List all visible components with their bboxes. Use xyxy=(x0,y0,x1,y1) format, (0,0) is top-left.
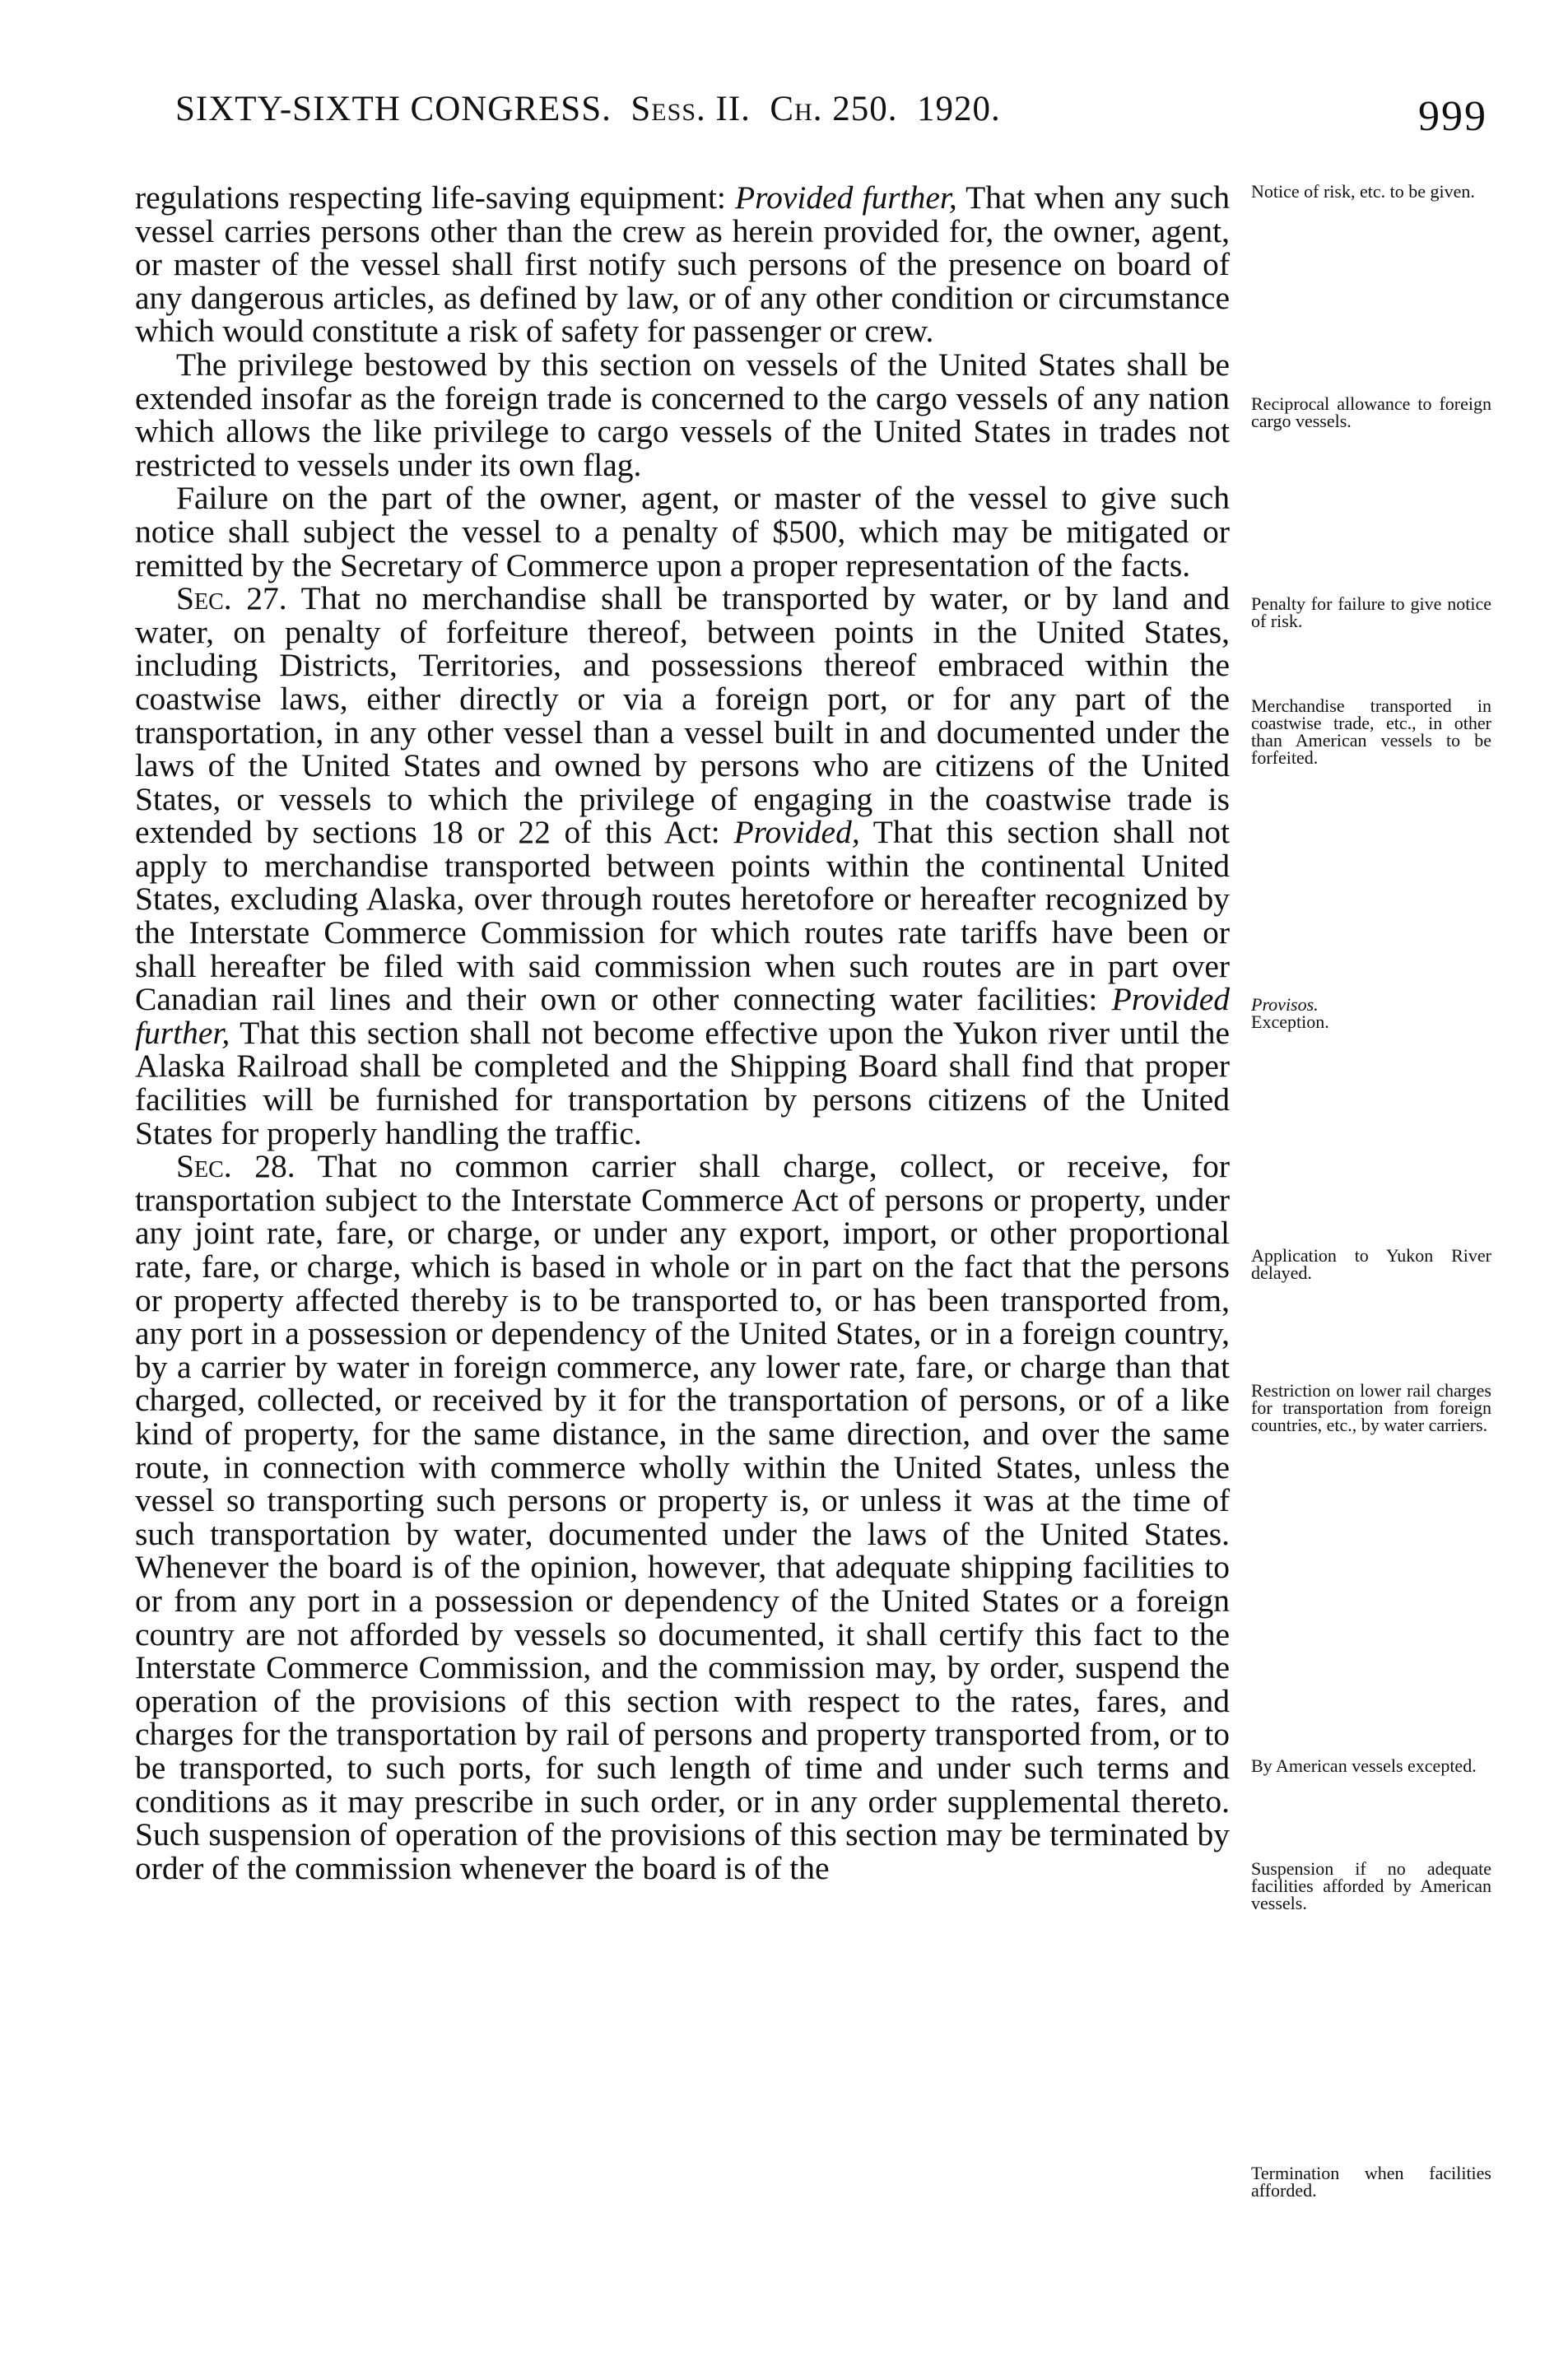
paragraph-penalty: Failure on the part of the owner, agent, or master of the vessel to give such notice shall subject the vessel to a penalty of $500, which may be mitigated or remitted by the Secretary of Commerce upon a proper representation of the facts. xyxy=(135,480,1230,583)
margin-note-notice-of-risk: Notice of risk, etc. to be given. xyxy=(1251,181,1475,202)
paragraph-section-28: Sec. 28. That no common carrier shall charge, collect, or receive, for transportation subject to the Interstate Commerce Act of persons or property, under any joint rate, fare, or charge, or under any export, import, or other proportional rate, fare, or charge, which is based in whole or in part on the fact that the persons or property affected thereby is to be transported to, or has been transported from, any port in a possession or dependency of the United States, or in a foreign country, by a carrier by water in foreign commerce, any lower rate, fare, or charge than that charged, collected, or received by it for the transportation of persons, or of a like kind of property, for the same distance, in the same direction, and over the same route, in connection with commerce wholly within the United States, unless the vessel so transporting such persons or property is, or unless it was at the time of such transportation by water, documented under the laws of the United States. Whenever the board is of the opinion, however, that adequate shipping facilities to or from any port in a possession or dependency of the United States or a foreign country are not afforded by vessels so documented, it shall certify this fact to the Interstate Commerce Commission, and the commission may, by order, suspend the operation of the provisions of this section with respect to the rates, fares, and charges for the transportation by rail of persons and property transported from, or to be transported, to such ports, for such length of time and under such terms and conditions as it may prescribe in such order, or in any order supplemental thereto. Such suspension of operation of the provisions of this section may be terminated by order of the commission whenever the board is of the xyxy=(135,1148,1231,1886)
paragraph-notice: regulations respecting life-saving equipment: Provided further, That when any such vessel carries persons other than the crew as herein provided for, the owner, agent, or master of the vessel shall first notify such persons of the presence on board of any dangerous articles, as defined by law, or of any other condition or circumstance which would constitute a risk of safety for passenger or crew. xyxy=(135,179,1230,350)
margin-note-termination: Termination when facilities afforded. xyxy=(1251,2163,1491,2201)
running-head xyxy=(175,89,1001,129)
chapter-label: Ch. 250. xyxy=(770,90,898,128)
session-label: Sess. II. xyxy=(630,90,751,128)
exception-label: Exception. xyxy=(1251,1011,1329,1032)
margin-note-reciprocal-allowance: Reciprocal allowance to foreign cargo vessels. xyxy=(1251,393,1491,431)
margin-note-restriction: Restriction on lower rail charges for transportation from foreign countries, etc., by water carriers. xyxy=(1251,1380,1491,1435)
section-28-label: Sec. 28. xyxy=(176,1148,295,1185)
page-header xyxy=(175,89,1487,146)
paragraph-section-27: Sec. 27. That no merchandise shall be transported by water, or by land and water, on penalty of forfeiture thereof, between points in the United States, including Districts, Territories, and possessions thereof embraced within the coastwise laws, either directly or via a foreign port, or for any part of the transportation, in any other vessel than a vessel built in and documented under the laws of the United States and owned by persons who are citizens of the United States, or vessels to which the privilege of engaging in the coastwise trade is extended by sections 18 or 22 of this Act: Provided, That this section shall not apply to merchandise transported between points within the continental United States, excluding Alaska, over through routes heretofore or hereafter recognized by the Interstate Commerce Commission for which routes rate tariffs have been or shall hereafter be filed with said commission when such routes are in part over Canadian rail lines and their own or other connecting water facilities: Provided further, That this section shall not become effective upon the Yukon river until the Alaska Railroad shall be completed and the Shipping Board shall find that proper facilities will be furnished for transportation by persons citizens of the United States for properly handling the traffic. xyxy=(135,580,1230,1151)
body-text xyxy=(135,181,1230,1885)
page-number: 999 xyxy=(1418,93,1487,140)
margin-note-provisos xyxy=(1251,996,1491,1030)
margin-note-by-american: By American vessels excepted. xyxy=(1251,1755,1477,1776)
year-label: 1920. xyxy=(917,90,1001,128)
provisos-label: Provisos. xyxy=(1251,994,1319,1015)
congress-title: SIXTY-SIXTH CONGRESS. xyxy=(175,90,612,128)
margin-note-suspension: Suspension if no adequate facilities afforded by American vessels. xyxy=(1251,1858,1491,1913)
paragraph-reciprocal: The privilege bestowed by this section on vessels of the United States shall be extended insofar as the foreign trade is concerned to the cargo vessels of any nation which allows the like privilege to cargo vessels of the United States in trades not restricted to vessels under its own flag. xyxy=(135,346,1230,483)
margin-note-yukon: Application to Yukon River delayed. xyxy=(1251,1245,1491,1283)
margin-note-penalty: Penalty for failure to give notice of risk. xyxy=(1251,593,1491,631)
margin-note-merchandise: Merchandise transported in coastwise trade, etc., in other than American vessels to be forfeited. xyxy=(1251,695,1491,768)
section-27-label: Sec. 27. xyxy=(176,580,287,617)
